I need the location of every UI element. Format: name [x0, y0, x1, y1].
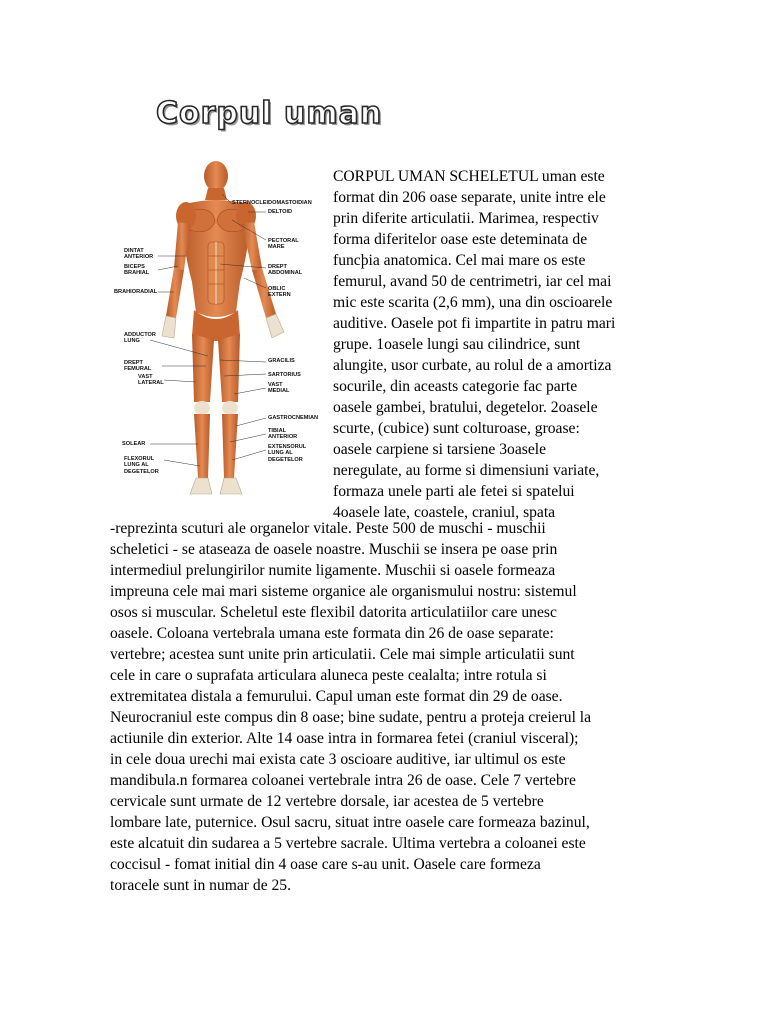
head-shape: [204, 161, 228, 191]
label-drept-femural: DREPT FEMURAL: [124, 360, 152, 373]
label-dintat-anterior: DINTAT ANTERIOR: [124, 248, 154, 261]
label-drept-abdominal: DREPT ABDOMINAL: [268, 264, 303, 277]
label-adductor-lung: ADDUCTOR LUNG: [124, 332, 156, 345]
label-gracilis: GRACILIS: [268, 358, 295, 364]
label-sartorius: SARTORIUS: [268, 372, 301, 378]
label-vast-medial: VAST MEDIAL: [268, 382, 290, 395]
label-solear: SOLEAR: [122, 441, 146, 447]
label-biceps-brahial: BICEPS BRAHIAL: [124, 264, 150, 277]
label-tibial-anterior: TIBIAL ANTERIOR: [268, 428, 298, 441]
label-extensorul-lung: EXTENSORUL LUNG AL DEGETELOR: [268, 444, 307, 463]
label-deltoid: DELTOID: [268, 209, 293, 215]
body-text-main: -reprezinta scuturi ale organelor vitale. Peste 500 de muschi - muschii scheletici - se ataseaza de oasele noastre. Muschii se insera pe oase prin intermediul prelungirilor numite ligamente. Muschii si oasele formeaza impreuna cele mai mari sisteme organice ale organismului nostru: sistemul osos si muscular. Scheletul este flexibil datorita articulatiilor care unesc oasele. Coloana vertebrala umana este formata din 26 de oase separate: vertebre; acestea sunt unite prin articulatii. Cele mai simple articulatii sunt cele in care o suprafata articulara aluneca peste cealalta; intre rotula si extremitatea distala a femurului. Capul uman este format din 29 de oase. Neurocraniul este compus din 8 oase; bine sudate, pentru a proteja creierul la actiunile din exterior. Alte 14 oase intra in formarea fetei (craniul visceral); in cele doua urechi mai exista cate 3 oscioare auditive, iar ultimul os este mandibula.n formarea coloanei vertebrale intra 26 de oase. Cele 7 vertebre cervicale sunt urmate de 12 vertebre dorsale, iar acestea de 5 vertebre lombare late, puternice. Osul sacru, situat intre oasele care formeaza bazinul, este alcatuit din sudarea a 5 vertebre sacrale. Ultima vertebra a coloanei este coccisul - fomat initial din 4 oase care s-au unit. Oasele care formeza toracele sunt in numar de 25.: [110, 520, 592, 894]
label-vast-lateral: VAST LATERAL: [138, 374, 164, 387]
label-flexorul-lung: FLEXORUL LUNG AL DEGETELOR: [124, 456, 159, 475]
body-text-beside-figure: CORPUL UMAN SCHELETUL uman este format din 206 oase separate, unite intre ele prin diferite articulatii. Marimea, respectiv forma diferitelor oase este deteminata de funcþia anatomica. Cel mai mare os este femurul, avand 50 de centrimetri, iar cel mai mic este scarita (2,6 mm), una din oscioarele auditive. Oasele pot fi impartite in patru mari grupe. 1oasele lungi sau cilindrice, sunt alungite, usor curbate, au rolul de a amortiza socurile, din aceasts categorie fac parte oasele gambei, bratului, degetelor. 2oasele scurte, (cubice) sunt colturoase, groase: oasele carpiene si tarsiene 3oasele neregulate, au forme si dimensiuni variate, formaza unele parti ale fetei si spatelui 4oasele late, coastele, craniul, spata: [333, 168, 616, 521]
label-oblic-extern: OBLIC EXTERN: [268, 286, 291, 299]
page-title: Corpul uman: [156, 96, 383, 131]
neck-shape: [205, 188, 227, 200]
label-gastrocnemian: GASTROCNEMIAN: [268, 415, 319, 421]
label-brahioradial: BRAHIORADIAL: [114, 289, 158, 295]
label-sternocleidomastoidian: STERNOCLEIDOMASTOIDIAN: [232, 200, 312, 206]
label-pectoral-mare: PECTORAL MARE: [268, 238, 299, 251]
muscle-anatomy-figure: [108, 160, 330, 505]
